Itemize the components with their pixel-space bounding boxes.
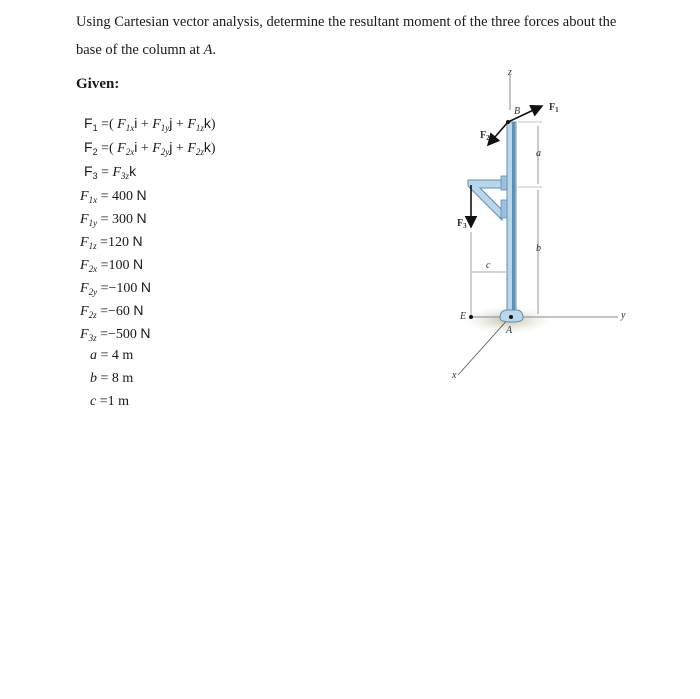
- problem-line-1: Using Cartesian vector analysis, determine the resultant moment of the three forces about the: [76, 14, 617, 30]
- force-f1-label: $F_1$: [549, 102, 559, 114]
- dimension-a-label: a: [536, 148, 541, 159]
- value-f1y: $F_{1y} = 300$ N: [80, 210, 147, 228]
- force-f2-arrow: [488, 122, 508, 145]
- value-b: b = 8 m: [90, 371, 134, 386]
- force-f3-label: $F_3$: [457, 218, 467, 230]
- value-c: c =1 m: [90, 394, 130, 409]
- point-b-label: B: [514, 106, 521, 117]
- axis-z-label: z: [508, 67, 512, 78]
- vector-f3-definition: $F_3 = F_{3z}k$: [84, 163, 137, 181]
- column-diagram-svg: [430, 70, 670, 390]
- axis-y-label: y: [621, 310, 626, 321]
- value-f2z: $F_{2z} =-60$ N: [80, 302, 144, 320]
- vector-f2-definition: $F_2$ =( $F_{2x}i + F_{2y}j + F_{2z}k$): [84, 139, 216, 157]
- value-f2x: $F_{2x} =100$ N: [80, 256, 144, 274]
- value-f1x: $F_{1x} = 400$ N: [80, 187, 147, 205]
- point-a-label: A: [506, 325, 513, 336]
- bracket: [468, 180, 502, 220]
- value-f2y: $F_{2y} =-100$ N: [80, 279, 151, 297]
- column-figure: [430, 67, 670, 390]
- force-f2-label: $F_2$: [480, 130, 490, 142]
- point-e-label: E: [460, 311, 467, 322]
- problem-line-2: base of the column at A.: [76, 42, 217, 58]
- given-heading: Given:: [76, 76, 120, 92]
- point-a-ref: A: [203, 42, 213, 58]
- vector-f1-definition: $F_1$ =( $F_{1x}i + F_{1y}j + F_{1z}k$): [84, 115, 216, 133]
- value-f3z: $F_{3z} =-500$ N: [80, 325, 151, 343]
- dimension-b-label: b: [536, 243, 541, 254]
- axis-x-label: x: [452, 370, 457, 381]
- problem-statement: [76, 8, 636, 64]
- point-e-marker: [469, 315, 473, 319]
- point-b-marker: [506, 120, 510, 124]
- point-a-marker: [509, 315, 513, 319]
- value-a: a = 4 m: [90, 348, 134, 363]
- value-f1z: $F_{1z} =120$ N: [80, 233, 143, 251]
- dimension-c-label: c: [486, 260, 491, 271]
